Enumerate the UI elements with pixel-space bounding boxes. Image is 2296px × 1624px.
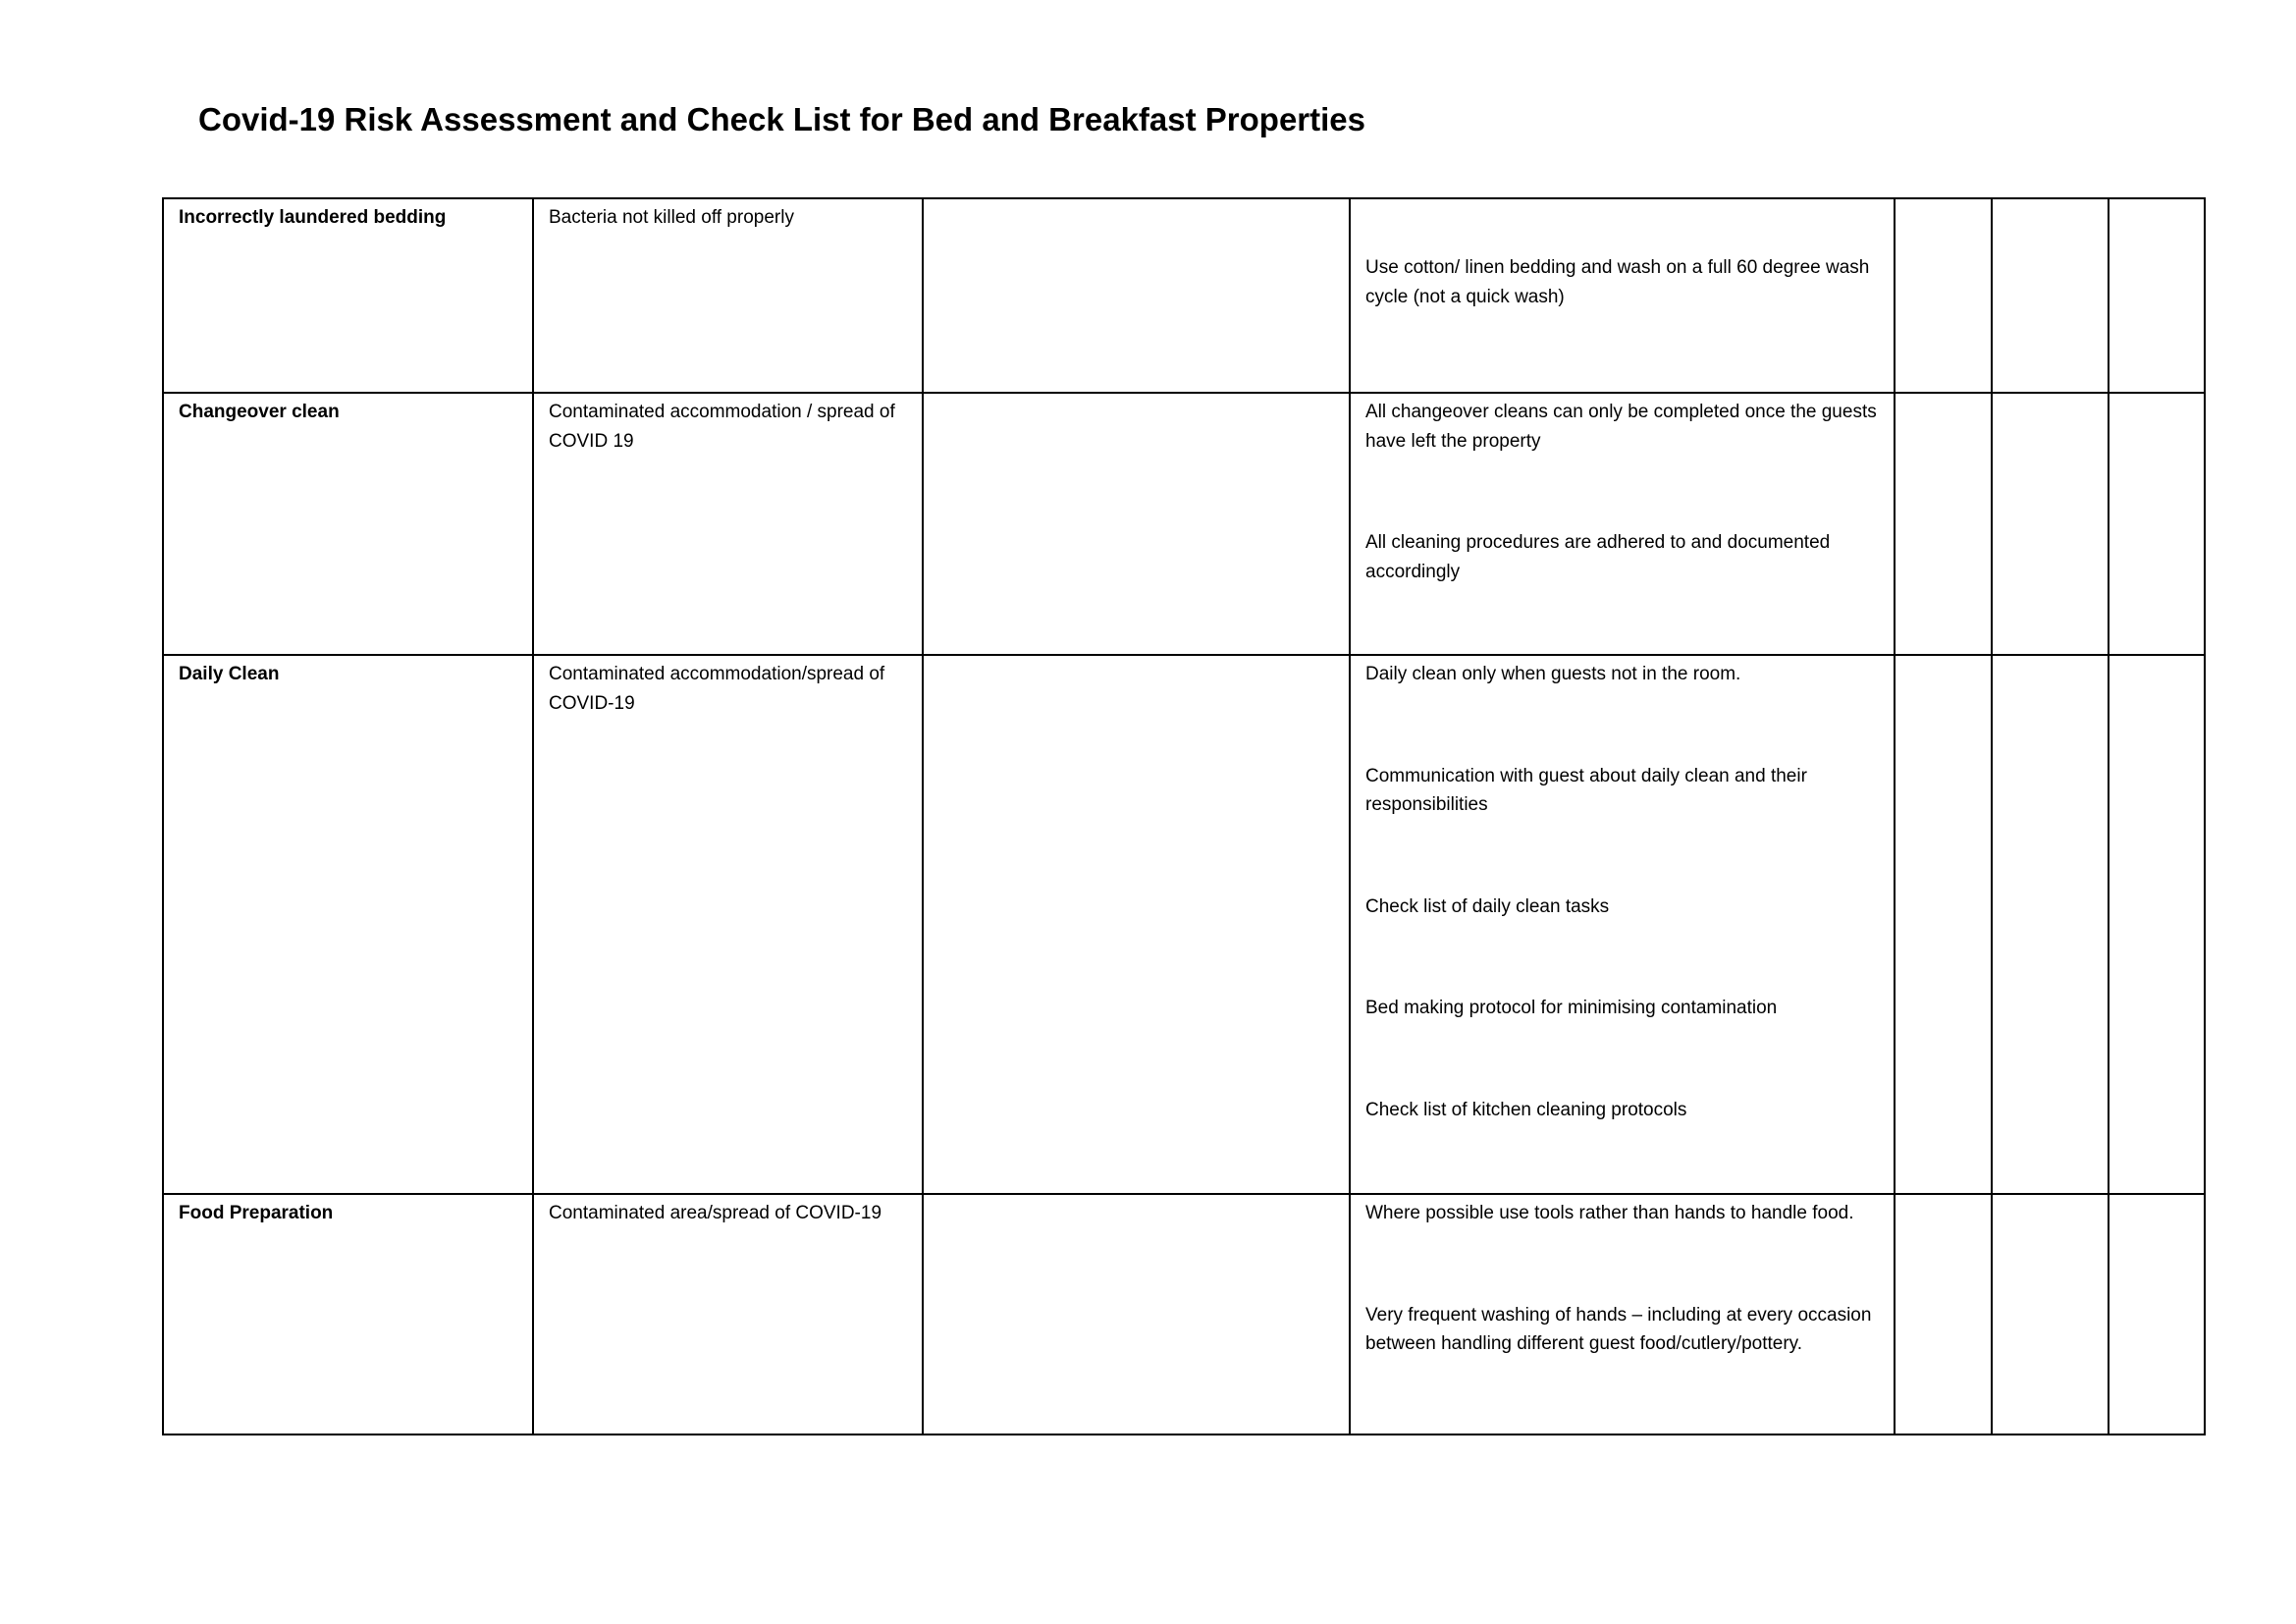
hazard-label: Changeover clean [179, 402, 340, 422]
table-row [163, 1194, 2205, 1435]
measures-cell [1350, 198, 1895, 393]
hazard-label: Incorrectly laundered bedding [179, 207, 447, 228]
control-measure: Where possible use tools rather than hands to handle food. [1365, 1203, 1854, 1223]
table-row [163, 393, 2205, 655]
risk-cell [533, 393, 923, 655]
risk-label: Bacteria not killed off properly [549, 207, 794, 228]
notes-cell [923, 655, 1350, 1194]
risk-label: Contaminated accommodation/spread of COVID-19 [549, 664, 885, 714]
table-row [163, 655, 2205, 1194]
measures-cell [1350, 655, 1895, 1194]
hazard-cell [163, 198, 533, 393]
check-cell [2109, 198, 2205, 393]
hazard-cell [163, 655, 533, 1194]
control-measure: Check list of daily clean tasks [1365, 895, 1610, 917]
check-cell [1992, 655, 2109, 1194]
control-measure: All changeover cleans can only be completed once the guests have left the property [1365, 402, 1877, 452]
measures-cell [1350, 393, 1895, 655]
check-cell [1895, 393, 1992, 655]
hazard-cell [163, 1194, 533, 1435]
risk-cell [533, 655, 923, 1194]
control-measure: Check list of kitchen cleaning protocols [1365, 1099, 1687, 1120]
check-cell [2109, 393, 2205, 655]
check-cell [2109, 655, 2205, 1194]
control-measure: Very frequent washing of hands – including at every occasion between handling different guest food/cutlery/pottery. [1365, 1304, 1872, 1354]
hazard-label: Food Preparation [179, 1203, 334, 1223]
hazard-label: Daily Clean [179, 664, 280, 684]
risk-cell [533, 1194, 923, 1435]
check-cell [1992, 198, 2109, 393]
hazard-cell [163, 393, 533, 655]
control-measure: Daily clean only when guests not in the room. [1365, 664, 1741, 684]
notes-cell [923, 198, 1350, 393]
check-cell [1895, 655, 1992, 1194]
check-cell [1895, 1194, 1992, 1435]
notes-cell [923, 1194, 1350, 1435]
risk-label: Contaminated area/spread of COVID-19 [549, 1203, 882, 1223]
risk-assessment-table [162, 197, 2206, 1435]
risk-cell [533, 198, 923, 393]
measures-cell [1350, 1194, 1895, 1435]
document-title: Covid-19 Risk Assessment and Check List for Bed and Breakfast Properties [198, 101, 1365, 137]
check-cell [2109, 1194, 2205, 1435]
control-measure: Bed making protocol for minimising contamination [1365, 998, 1778, 1018]
check-cell [1992, 1194, 2109, 1435]
control-measure: All cleaning procedures are adhered to and documented accordingly [1365, 532, 1831, 582]
notes-cell [923, 393, 1350, 655]
control-measure: Communication with guest about daily clean and their responsibilities [1365, 765, 1807, 815]
table-row [163, 198, 2205, 393]
risk-label: Contaminated accommodation / spread of COVID 19 [549, 402, 895, 452]
check-cell [1992, 393, 2109, 655]
check-cell [1895, 198, 1992, 393]
control-measure: Use cotton/ linen bedding and wash on a full 60 degree wash cycle (not a quick wash) [1365, 257, 1870, 307]
